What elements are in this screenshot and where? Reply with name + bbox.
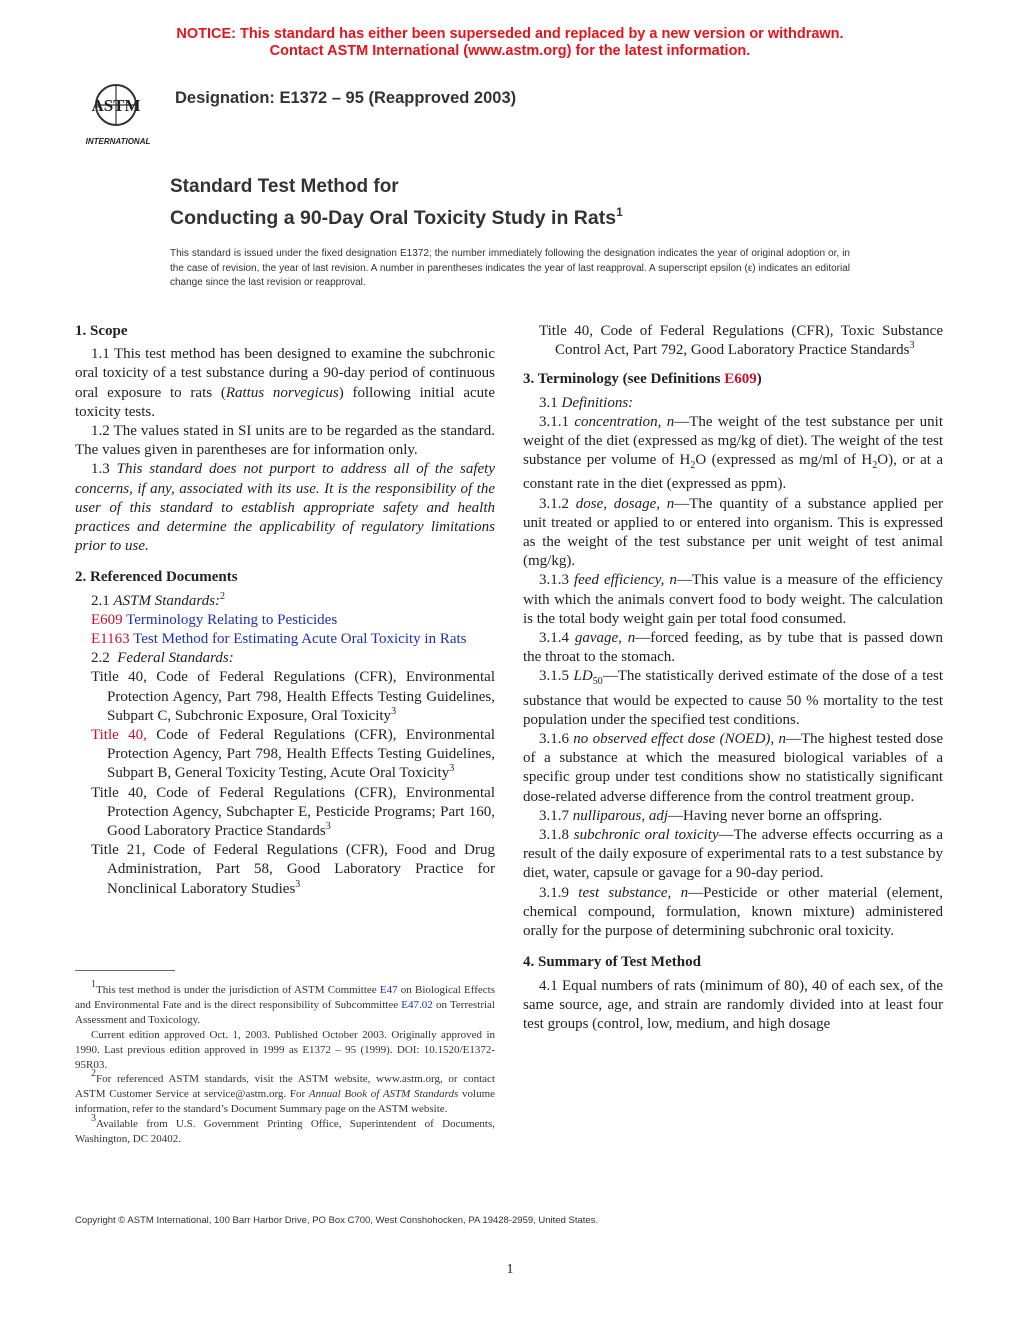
document-title — [170, 175, 623, 231]
title-line-2-text: Conducting a 90-Day Oral Toxicity Study in Rats — [170, 207, 617, 229]
notice-line-1: NOTICE: This standard has either been superseded and replaced by a new version or withdrawn. — [176, 26, 844, 42]
copyright: Copyright © ASTM International, 100 Barr Harbor Drive, PO Box C700, West Conshohocken, PA 19428-2959, United States. — [75, 1215, 599, 1226]
para-1-3: 1.3 This standard does not purport to address all of the safety concerns, if any, associated with its use. It is the responsibility of the user of this standard to establish appropriate safety and health practices and determine the applicability of regulatory limitations prior to use. — [75, 461, 496, 555]
ref-cfr-1: Title 40, Code of Federal Regulations (CFR), Environmental Protection Agency, Part 798, Health Effects Testing Guidelines, Subpart C, Subchronic Exposure, Oral Toxicity$^3$ — [91, 669, 495, 724]
ref-cfr-2-link[interactable]: Title 40, — [91, 727, 147, 744]
footnotes — [75, 979, 496, 1147]
ref-e609 — [75, 611, 495, 630]
def-feed-efficiency: 3.1.3 feed efficiency, n—This value is a measure of the efficiency with which the animals convert food to body weight. The calculation is the total body weight gain per total food consumed. — [523, 572, 943, 627]
para-4-1: 4.1 Equal numbers of rats (minimum of 80), 40 of each sex, of the same source, age, and strain are randomly divided into at least four test groups (control, low, medium, and high dosage — [523, 977, 943, 1032]
ref-e1163 — [75, 630, 495, 649]
footnote-2: 2For referenced ASTM standards, visit the ASTM website, www.astm.org, or contact ASTM Customer Service at service@astm.org. For Annual Book of ASTM Standards volume information, refer to the standard’s Document Summary page on the ASTM website. — [75, 1068, 496, 1116]
para-2-1: 2.1 ASTM Standards:$^2$ — [91, 590, 226, 609]
def-ld50: 3.1.5 $LD_{50}—The$ statistically derived estimate of the dose of a test substance that would be expected to cause 50 % mortality to the test population under the specified test conditions. — [523, 668, 944, 728]
ref-cfr-5: Title 40, Code of Federal Regulations (CFR), Toxic Substance Control Act, Part 792, Good Laboratory Practice Standards$^3$ — [539, 323, 943, 359]
committee-link[interactable]: E47 — [379, 984, 398, 996]
footnote-1: 1This test method is under the jurisdiction of ASTM Committee E47 on Biological Effects and Environmental Fate and is the direct responsibility of Subcommittee E47.02 on Terrestrial Assessment and Toxicology. — [75, 979, 495, 1026]
para-1-1: 1.1 This test method has been designed to examine the subchronic oral toxicity of a test substance during a 90-day period of continuous oral exposure to rats (Rattus norvegicus) following initial acute toxicity tests. — [75, 346, 495, 420]
ref-e609-title[interactable]: Terminology Relating to Pesticides — [126, 611, 338, 628]
footnote-3: 3Available from U.S. Government Printing Office, Superintendent of Documents, Washington, DC 20402. — [75, 1113, 495, 1146]
withdrawal-notice — [0, 26, 1020, 60]
section-4-heading: 4. Summary of Test Method — [523, 954, 701, 971]
astm-logo — [76, 78, 160, 148]
title-line-1: Standard Test Method for — [170, 176, 399, 197]
title-line-2 — [170, 199, 623, 231]
footnote-rule — [75, 970, 175, 971]
ref-e1163-title[interactable]: Test Method for Estimating Acute Oral Toxicity in Rats — [133, 631, 467, 648]
def-concentration: 3.1.1 concentration, n—The weight of the test substance per unit weight of the diet (expressed as mg/kg of diet). The weight of the test substance per volume of $H_2O$ (expressed as mg/ml of $H_2O$), or at a constant rate in the diet (expressed as ppm). — [523, 413, 944, 493]
right-column — [523, 322, 943, 1034]
title-footnote-mark[interactable]: 1 — [616, 205, 623, 219]
logo-subtext: INTERNATIONAL — [85, 137, 151, 146]
footnote-mark-2[interactable]: 2 — [220, 590, 226, 602]
para-1-2: 1.2 The values stated in SI units are to be regarded as the standard. The values given in parentheses are for information only. — [75, 423, 495, 459]
section-3-heading: 3. Terminology (see Definitions E609) — [523, 371, 762, 388]
def-nulliparous: 3.1.7 nulliparous, adj—Having never borne an offspring. — [539, 807, 883, 824]
ref-cfr-4: Title 21, Code of Federal Regulations (CFR), Food and Drug Administration, Part 58, Good Laboratory Practice for Nonclinical Laboratory Studies$^3$ — [91, 842, 495, 897]
preamble: This standard is issued under the fixed designation E1372; the number immediately following the designation indicates the year of original adoption or, in the case of revision, the year of last revision. A number in parentheses indicates the year of last reapproval. A superscript epsilon (ε) indicates an editorial change since the last revision or reapproval. — [170, 248, 850, 288]
notice-line-2: Contact ASTM International (www.astm.org) for the latest information. — [269, 43, 751, 59]
para-2-2: 2.2 Federal Standards: — [91, 650, 234, 667]
designation: Designation: E1372 – 95 (Reapproved 2003) — [175, 89, 517, 107]
def-subchronic: 3.1.8 subchronic oral toxicity—The adverse effects occurring as a result of the daily exposure of experimental rats to a test substance by diet, water, capsule or gavage for a 90-day period. — [523, 827, 944, 882]
ref-cfr-2: Title 40, Code of Federal Regulations (CFR), Environmental Protection Agency, Part 798, Health Effects Testing Guidelines, Subpart B, General Toxicity Testing, Acute Oral Toxicity$^3$ — [91, 727, 496, 782]
def-noed: 3.1.6 no observed effect dose (NOED), n—The highest tested dose of a substance at which the measured biological variables of a specific group under test conditions show no statistically significant dose-related adverse difference from the control treatment group. — [523, 731, 943, 805]
ref-cfr-3: Title 40, Code of Federal Regulations (CFR), Environmental Protection Agency, Subchapter E, Pesticide Programs; Part 160, Good Laboratory Practice Standards$^3$ — [91, 784, 495, 840]
def-test-substance: 3.1.9 test substance, n—Pesticide or other material (element, chemical compound, formulation, known mixture) administered orally for the purpose of determining subchronic oral toxicity. — [523, 884, 943, 940]
logo-text: ASTM — [91, 96, 141, 115]
page-number: 1 — [506, 1262, 514, 1277]
para-3-1: 3.1 Definitions: — [539, 394, 634, 411]
left-column — [75, 322, 495, 899]
footnote-1-edition: Current edition approved Oct. 1, 2003. Published October 2003. Originally approved in 1990. Last previous edition approved in 1999 as E1372 – 95 (1999). DOI: 10.1520/E1372-95R03. — [75, 1028, 495, 1071]
section-1-heading: 1. Scope — [75, 323, 128, 339]
species-name: Rattus norvegicus — [225, 384, 339, 401]
ref-e609-code[interactable]: E609 — [91, 611, 123, 628]
ref-e1163-code[interactable]: E1163 — [91, 631, 130, 648]
heading-e609-link[interactable]: E609 — [724, 371, 757, 388]
section-2-heading: 2. Referenced Documents — [75, 569, 238, 586]
def-dose: 3.1.2 dose, dosage, n—The quantity of a substance applied per unit treated or applied to or entered into organism. This is expressed as the weight of the test substance per unit weight of test animal (mg/kg). — [523, 495, 943, 570]
def-gavage: 3.1.4 gavage, n—forced feeding, as by tube that is passed down the throat to the stomach. — [523, 630, 943, 666]
subcommittee-link[interactable]: E47.02 — [401, 998, 433, 1011]
